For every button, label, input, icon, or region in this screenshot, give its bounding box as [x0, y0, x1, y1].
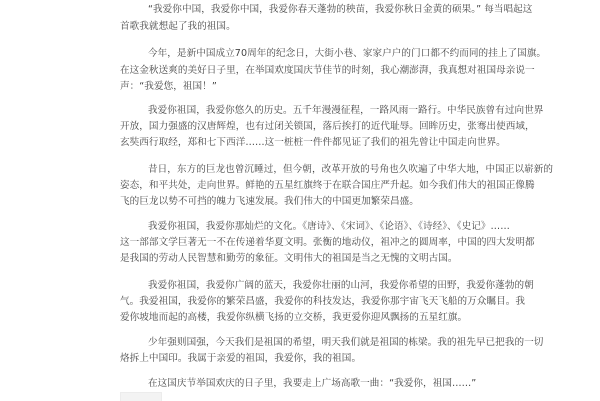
- paragraph-line: 气。我爱祖国，我爱你的繁荣昌盛，我爱你的科技发达，我爱你那宇宙飞天飞船的万众瞩目。我: [120, 296, 526, 307]
- paragraph-line: 昔日，东方的巨龙也曾沉睡过，但今朝，改革开放的号角也久吹遍了中华大地，中国正以崭新的: [148, 164, 554, 175]
- paragraph-line: 玄奘西行取经，郑和七下西洋……这一桩桩一件件都见证了我们的祖先曾让中国走向世界。: [120, 137, 506, 148]
- paragraph-line: 在这国庆节举国欢庆的日子里，我要走上广场高歌一曲：“我爱你，祖国……”: [148, 378, 477, 389]
- paragraph-line: 声：“我爱您，祖国！”: [120, 81, 217, 92]
- paragraph-line: 开放，国力强盛的汉唐辉煌，也有过闭关锁国，落后挨打的近代耻辱。回眸历史，张骞出使西域，: [120, 121, 535, 132]
- paragraph-line: 我爱你祖国，我爱你广阔的蓝天，我爱你壮丽的山河，我爱你希望的田野，我爱你蓬勃的朝: [148, 280, 534, 291]
- paragraph-line: “我爱你中国，我爱你中国，我爱你春天蓬勃的秧苗，我爱你秋日金黄的硕果。” 每当唱起这: [148, 4, 533, 15]
- paragraph-line: 是我国的劳动人民智慧和勤劳的象征。文明伟大的祖国是当之无愧的文明古国。: [120, 253, 458, 264]
- paragraph-line: 这一部部文学巨著无一不在传递着华夏文明。张衡的地动仪，祖冲之的圆周率，中国的四大发明都: [120, 237, 535, 248]
- paragraph-line: 少年强则国强，今天我们是祖国的希望，明天我们就是祖国的栋梁。我的祖先早已把我的一切: [148, 337, 544, 348]
- paragraph-line: 我爱你祖国，我爱你悠久的历史。五千年漫漫征程，一路风雨一路行。中华民族曾有过向世界: [148, 105, 544, 116]
- paragraph-line: 姿态，和平共处，走向世界。鲜艳的五星红旗终于在联合国庄严升起。如今我们伟大的祖国正像腾: [120, 180, 535, 191]
- paragraph-line: 烙拆上中国印。我属于亲爱的祖国，我爱你，我的祖国。: [120, 353, 362, 364]
- paragraph-line: 今年，是新中国成立70周年的纪念日，大街小巷、家家户户的门口都不约而同的挂上了国旗。: [148, 48, 547, 59]
- paragraph-line: 爱你坡地而起的高楼，我爱你纵横飞扬的立交桥，我更爱你迎风飘扬的五星红旗。: [120, 312, 468, 323]
- paragraph-line: 首歌我就想起了我的祖国。: [120, 21, 236, 32]
- paragraph-line: 在这金秋送爽的美好日子里，在举国欢度国庆节佳节的时刻，我心潮澎湃，我真想对祖国母亲说一: [120, 65, 535, 76]
- paragraph-line: 飞的巨龙以势不可挡的魄力飞速发展。我们伟大的中国更加繁荣昌盛。: [120, 196, 419, 207]
- paragraph-line: 我爱你祖国，我爱你那灿烂的文化。《唐诗》、《宋词》、《论语》、《诗经》、《史记》……: [148, 221, 510, 232]
